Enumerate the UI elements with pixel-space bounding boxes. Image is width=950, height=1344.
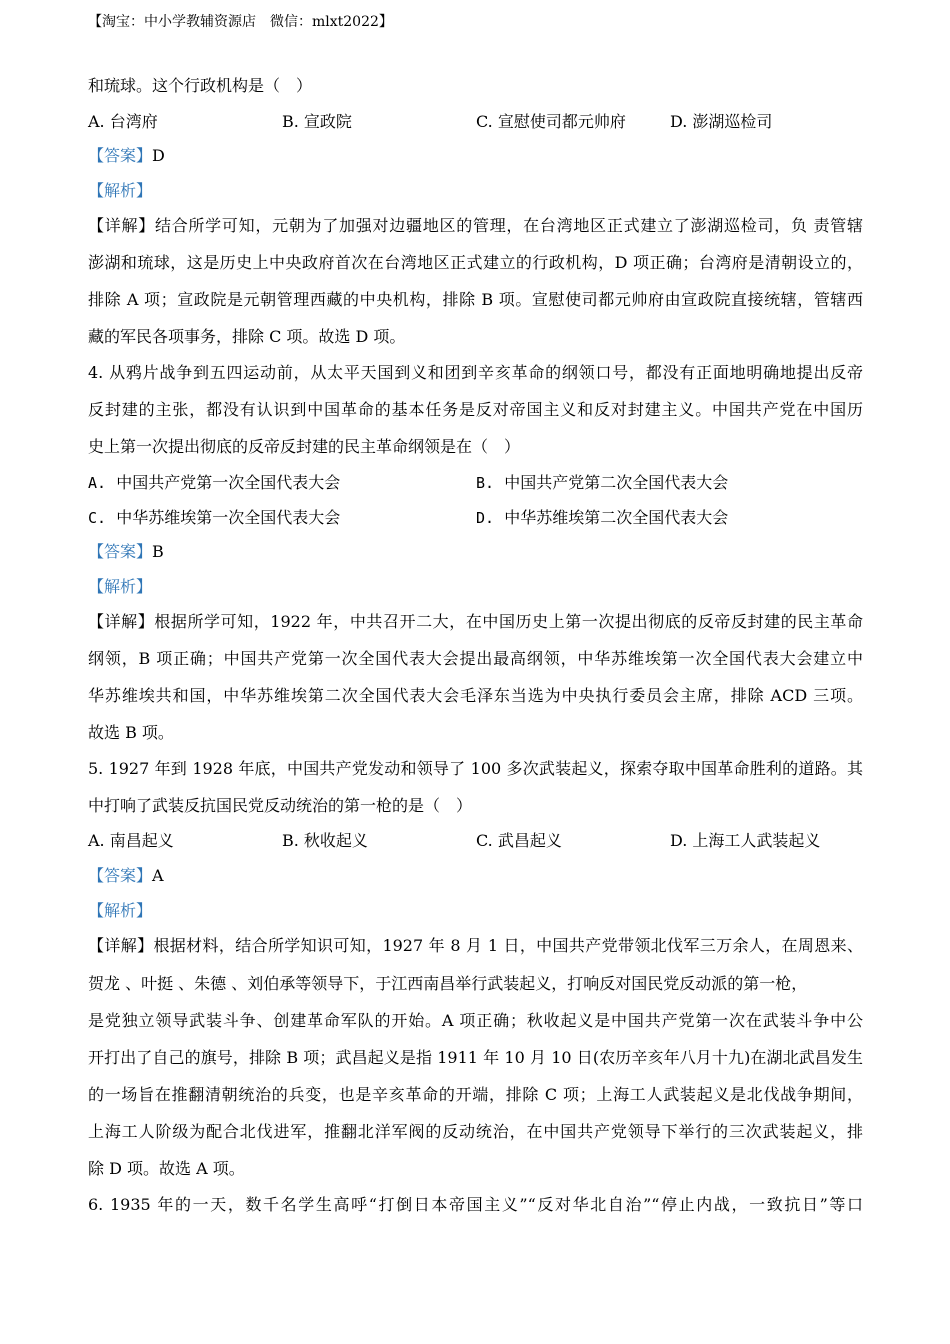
q4-detail-line: 华苏维埃共和国，中华苏维埃第二次全国代表大会毛泽东当选为中央执行委员会主席，排除 ACD 三项。 bbox=[88, 686, 863, 705]
q3-option-c: C. 宣慰使司都元帅府 bbox=[476, 112, 626, 131]
analysis-tag: 【解析】 bbox=[88, 577, 153, 596]
option-letter: A. bbox=[88, 474, 107, 492]
q4-stem-line: 反封建的主张，都没有认识到中国革命的基本任务是反对帝国主义和反对封建主义。中国共产党在中国历 bbox=[88, 400, 863, 419]
answer-tag: 【答案】 bbox=[88, 146, 153, 165]
q4-detail-line bbox=[88, 611, 863, 633]
analysis-tag: 【解析】 bbox=[88, 181, 153, 200]
q3-option-b: B. 宣政院 bbox=[282, 112, 352, 131]
option-text: 中国共产党第一次全国代表大会 bbox=[116, 473, 341, 492]
q4-answer bbox=[88, 541, 863, 563]
q5-detail-line bbox=[88, 935, 863, 957]
q3-detail-line: 排除 A 项；宣政院是元朝管理西藏的中央机构，排除 B 项。宣慰使司都元帅府由宣政院直接统辖，管辖西 bbox=[88, 290, 863, 309]
answer-tag: 【答案】 bbox=[88, 866, 153, 885]
q5-detail-line: 上海工人阶级为配合北伐进军，推翻北洋军阀的反动统治，在中国共产党领导下举行的三次武装起义，排 bbox=[88, 1122, 863, 1141]
q3-answer bbox=[88, 145, 863, 167]
detail-text: 根据材料，结合所学知识可知，1927 年 8 月 1 日，中国共产党带领北伐军三万余人，在周恩来、 bbox=[153, 936, 863, 955]
q5-stem-line: 中打响了武装反抗国民党反动统治的第一枪的是（ ） bbox=[88, 796, 473, 815]
q5-detail-line: 除 D 项。故选 A 项。 bbox=[88, 1159, 245, 1178]
option-text: 中华苏维埃第二次全国代表大会 bbox=[504, 508, 729, 527]
q4-option-c bbox=[88, 507, 340, 529]
option-letter: B. bbox=[476, 474, 495, 492]
answer-value: B bbox=[152, 542, 164, 561]
q3-analysis bbox=[88, 180, 863, 202]
option-letter: C. bbox=[88, 509, 107, 527]
q6-stem-line: 6. 1935 年的一天，数千名学生高呼“打倒日本帝国主义”“反对华北自治”“停止内战，一致抗日”等口 bbox=[88, 1195, 863, 1214]
q5-detail-line: 是党独立领导武装斗争、创建革命军队的开始。A 项正确；秋收起义是中国共产党第一次在武装斗争中公 bbox=[88, 1011, 863, 1030]
q5-analysis bbox=[88, 900, 863, 922]
q5-answer bbox=[88, 865, 863, 887]
option-text: 中国共产党第二次全国代表大会 bbox=[504, 473, 729, 492]
detail-tag: 【详解】 bbox=[88, 936, 154, 955]
q3-option-a: A. 台湾府 bbox=[88, 112, 158, 131]
answer-value: D bbox=[152, 146, 165, 165]
q5-option-a: A. 南昌起义 bbox=[88, 831, 174, 850]
analysis-tag: 【解析】 bbox=[88, 901, 153, 920]
q4-analysis bbox=[88, 576, 863, 598]
q4-option-d bbox=[476, 507, 728, 529]
detail-text: 结合所学可知，元朝为了加强对边疆地区的管理，在台湾地区正式建立了澎湖巡检司，负 责管辖 bbox=[154, 216, 863, 235]
q5-stem-line: 5. 1927 年到 1928 年底，中国共产党发动和领导了 100 多次武装起义，探索夺取中国革命胜利的道路。其 bbox=[88, 759, 863, 778]
q5-option-d: D. 上海工人武装起义 bbox=[670, 831, 821, 850]
header-note: 【淘宝：中小学教辅资源店 微信：mlxt2022】 bbox=[88, 14, 393, 30]
q4-option-b bbox=[476, 472, 728, 494]
q5-detail-line: 贺龙 、叶挺 、朱德 、刘伯承等领导下，于江西南昌举行武装起义，打响反对国民党反动派的第一枪， bbox=[88, 974, 808, 993]
answer-value: A bbox=[152, 866, 164, 885]
answer-tag: 【答案】 bbox=[88, 542, 153, 561]
q3-option-d: D. 澎湖巡检司 bbox=[670, 112, 773, 131]
option-text: 中华苏维埃第一次全国代表大会 bbox=[116, 508, 341, 527]
q5-detail-line: 的一场旨在推翻清朝统治的兵变，也是辛亥革命的开端，排除 C 项；上海工人武装起义是北伐战争期间， bbox=[88, 1085, 863, 1104]
q3-detail-line: 藏的军民各项事务，排除 C 项。故选 D 项。 bbox=[88, 327, 406, 346]
detail-tag: 【详解】 bbox=[88, 612, 155, 631]
q5-option-c: C. 武昌起义 bbox=[476, 831, 562, 850]
q3-stem-tail: 和琉球。这个行政机构是（ ） bbox=[88, 76, 313, 95]
q4-detail-line: 纲领，B 项正确；中国共产党第一次全国代表大会提出最高纲领，中华苏维埃第一次全国代表大会建立中 bbox=[88, 649, 863, 668]
q5-detail-line: 开打出了自己的旗号，排除 B 项；武昌起义是指 1911 年 10 月 10 日(农历辛亥年八月十九)在湖北武昌发生 bbox=[88, 1048, 863, 1067]
detail-text: 根据所学可知，1922 年，中共召开二大，在中国历史上第一次提出彻底的反帝反封建的民主革命 bbox=[154, 612, 863, 631]
q4-stem-line: 史上第一次提出彻底的反帝反封建的民主革命纲领是在（ ） bbox=[88, 437, 521, 456]
option-letter: D. bbox=[476, 509, 495, 527]
q4-stem-line: 4. 从鸦片战争到五四运动前，从太平天国到义和团到辛亥革命的纲领口号，都没有正面地明确地提出反帝 bbox=[88, 363, 863, 382]
q5-option-b: B. 秋收起义 bbox=[282, 831, 368, 850]
q3-detail-line bbox=[88, 215, 863, 237]
q4-detail-line: 故选 B 项。 bbox=[88, 723, 174, 742]
q3-detail-line: 澎湖和琉球，这是历史上中央政府首次在台湾地区正式建立的行政机构，D 项正确；台湾府是清朝设立的， bbox=[88, 253, 863, 272]
detail-tag: 【详解】 bbox=[88, 216, 155, 235]
q4-option-a bbox=[88, 472, 340, 494]
